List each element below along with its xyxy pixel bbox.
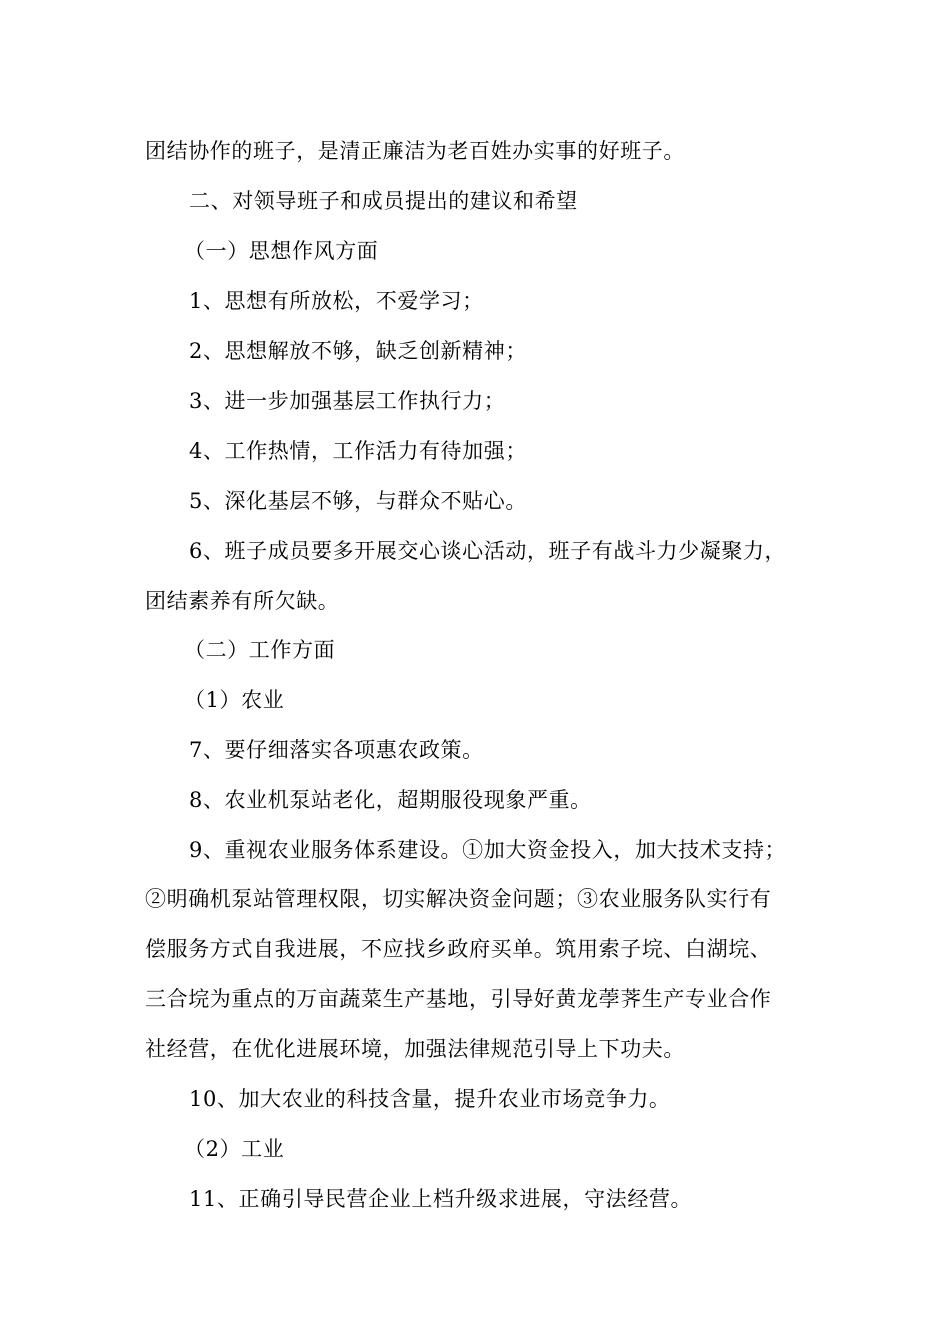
section-heading: 二、对领导班子和成员提出的建议和希望	[189, 189, 578, 213]
list-item: 5、深化基层不够，与群众不贴心。	[189, 489, 527, 513]
list-item: 10、加大农业的科技含量，提升农业市场竞争力。	[189, 1087, 671, 1111]
list-item-continuation: 三合垸为重点的万亩蔬菜生产基地，引导好黄龙荸荠生产专业合作	[145, 987, 772, 1011]
list-item: 3、进一步加强基层工作执行力；	[189, 389, 506, 413]
list-item: 7、要仔细落实各项惠农政策。	[189, 738, 484, 762]
list-item-continuation: 偿服务方式自我进展，不应找乡政府买单。筑用索子垸、白湖垸、	[145, 937, 772, 961]
category-heading: （1）农业	[184, 688, 285, 712]
category-heading: （2）工业	[184, 1137, 285, 1161]
paragraph-line: 团结协作的班子，是清正廉洁为老百姓办实事的好班子。	[145, 139, 685, 163]
list-item: 6、班子成员要多开展交心谈心活动，班子有战斗力少凝聚力，	[189, 539, 787, 563]
subsection-heading: （二）工作方面	[184, 638, 336, 662]
list-item-continuation: 社经营，在优化进展环境，加强法律规范引导上下功夫。	[145, 1037, 685, 1061]
list-item-continuation: 团结素养有所欠缺。	[145, 589, 340, 613]
list-item: 4、工作热情，工作活力有待加强；	[189, 439, 527, 463]
subsection-heading: （一）思想作风方面	[184, 239, 379, 263]
list-item: 1、思想有所放松，不爱学习；	[189, 289, 484, 313]
list-item-continuation: ②明确机泵站管理权限，切实解决资金问题；③农业服务队实行有	[145, 887, 772, 911]
list-item: 8、农业机泵站老化，超期服役现象严重。	[189, 788, 592, 812]
list-item: 9、重视农业服务体系建设。①加大资金投入，加大技术支持；	[189, 838, 787, 862]
list-item: 2、思想解放不够，缺乏创新精神；	[189, 339, 527, 363]
list-item: 11、正确引导民营企业上档升级求进展，守法经营。	[189, 1187, 693, 1211]
